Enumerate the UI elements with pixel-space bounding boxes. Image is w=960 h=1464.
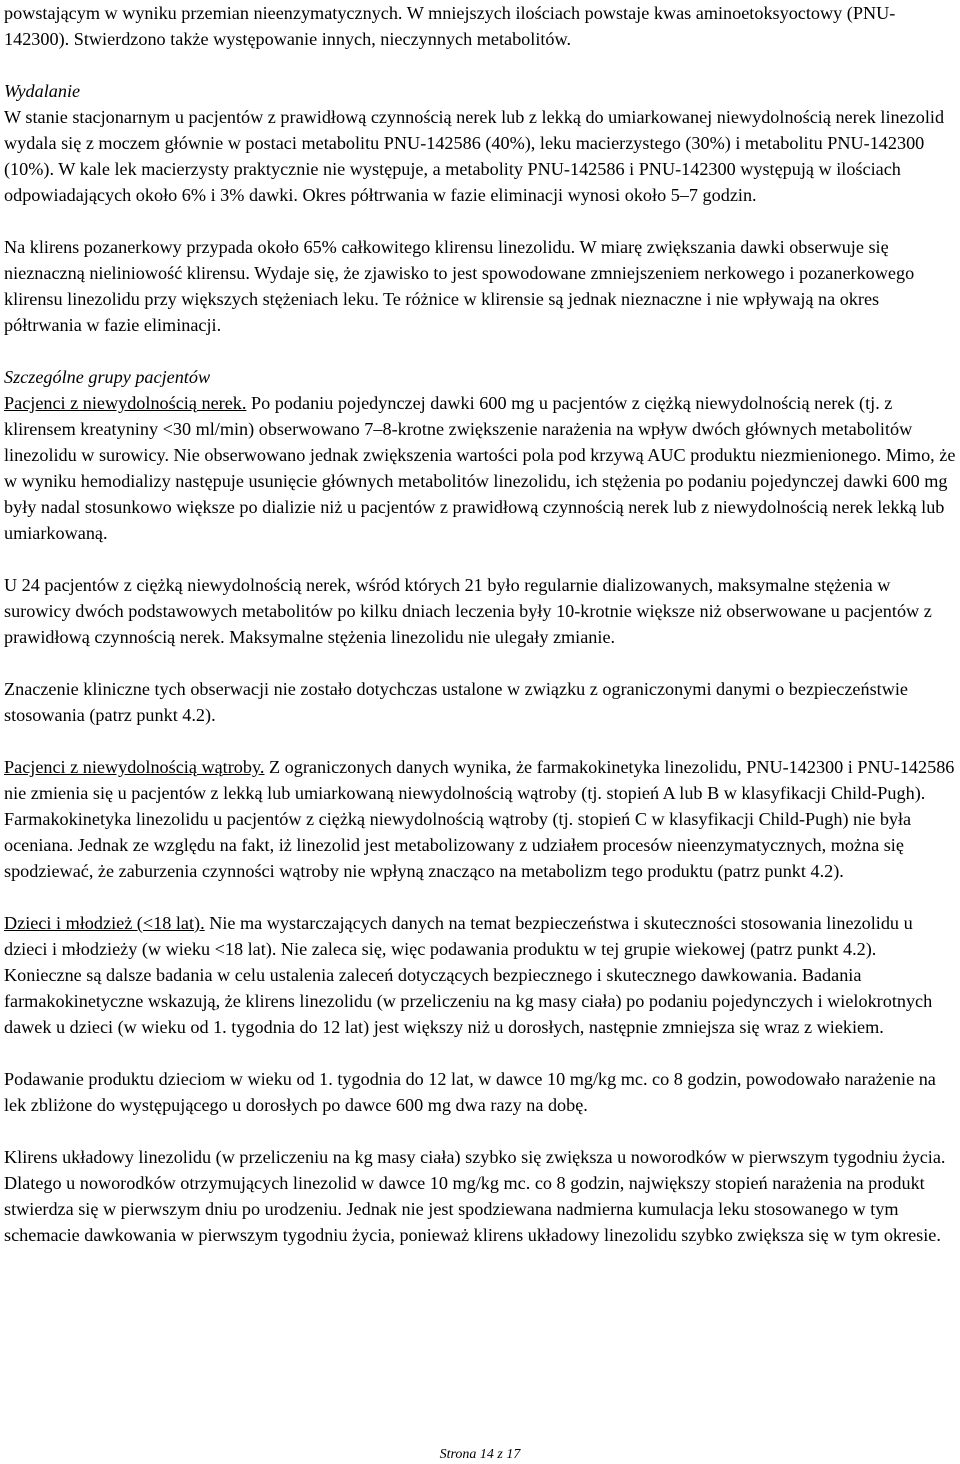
paragraph-nonrenal-clearance: Na klirens pozanerkowy przypada około 65% całkowitego klirensu linezolidu. W miarę zwiększania dawki obserwuje się nieznaczną nieliniowość klirensu. Wydaje się, że zjawisko to jest spowodowane zmniejszeniem nerkowego i pozanerkowego klirensu linezolidu przy większych stężeniach leku. Te różnice w klirensie są jednak nieznaczne i nie wpływają na okres półtrwania w fazie eliminacji.	[4, 237, 915, 335]
paragraph-hepatic-impairment	[4, 754, 956, 884]
paragraph-severe-renal-dialysis: U 24 pacjentów z ciężką niewydolnością nerek, wśród których 21 było regularnie dializowanych, maksymalne stężenia w surowicy dwóch podstawowych metabolitów po kilku dniach leczenia były 10-krotnie większe niż obserwowane u pacjentów z prawidłową czynnością nerek. Maksymalne stężenia linezolidu nie ulegały zmianie.	[4, 575, 932, 647]
subheading-hepatic-impairment: Pacjenci z niewydolnością wątroby.	[4, 757, 265, 777]
paragraph-metabolism-continued: powstającym w wyniku przemian nieenzymatycznych. W mniejszych ilościach powstaje kwas aminoetoksyoctowy (PNU-142300). Stwierdzono także występowanie innych, nieczynnych metabolitów.	[4, 3, 896, 49]
subheading-children: Dzieci i młodzież (<18 lat).	[4, 913, 205, 933]
page-number-footer: Strona 14 z 17	[439, 1447, 521, 1462]
children-text: Nie ma wystarczających danych na temat bezpieczeństwa i skuteczności stosowania linezolidu u dzieci i młodzieży (w wieku <18 lat). Nie zaleca się, więc podawania produktu w tej grupie wiekowej (patrz punkt 4.2). Konieczne są dalsze badania w celu ustalenia zaleceń dotyczących bezpiecznego i skutecznego dawkowania. Badania farmakokinetyczne wskazują, że klirens linezolidu (w przeliczeniu na kg masy ciała) po podaniu pojedynczych i wielokrotnych dawek u dzieci (w wieku od 1. tygodnia do 12 lat) jest większy niż u dorosłych, następnie zmniejsza się wraz z wiekiem.	[4, 913, 933, 1037]
document-page	[4, 0, 956, 1248]
section-heading-special-groups: Szczególne grupy pacjentów	[4, 367, 211, 387]
paragraph-children-dosing: Podawanie produktu dzieciom w wieku od 1. tygodnia do 12 lat, w dawce 10 mg/kg mc. co 8 godzin, powodowało narażenie na lek zbliżone do występującego u dorosłych po dawce 600 mg dwa razy na dobę.	[4, 1069, 936, 1115]
paragraph-elimination: W stanie stacjonarnym u pacjentów z prawidłową czynnością nerek lub z lekką do umiarkowanej niewydolnością nerek linezolid wydala się z moczem głównie w postaci metabolitu PNU-142586 (40%), leku macierzystego (30%) i metabolitu PNU-142300 (10%). W kale lek macierzysty praktycznie nie występuje, a metabolity PNU-142586 i PNU-142300 występują w ilościach odpowiadających około 6% i 3% dawki. Okres półtrwania w fazie eliminacji wynosi około 5–7 godzin.	[4, 107, 945, 205]
paragraph-clinical-significance: Znaczenie kliniczne tych obserwacji nie zostało dotychczas ustalone w związku z ograniczonymi danymi o bezpieczeństwie stosowania (patrz punkt 4.2).	[4, 679, 908, 725]
hepatic-impairment-text: Z ograniczonych danych wynika, że farmakokinetyka linezolidu, PNU-142300 i PNU-142586 nie zmienia się u pacjentów z lekką lub umiarkowaną niewydolnością wątroby (tj. stopień A lub B w klasyfikacji Child-Pugh). Farmakokinetyka linezolidu u pacjentów z ciężką niewydolnością wątroby (tj. stopień C w klasyfikacji Child-Pugh) nie była oceniana. Jednak ze względu na fakt, iż linezolid jest metabolizowany z udziałem procesów nieenzymatycznych, można się spodziewać, że zaburzenia czynności wątroby nie wpłyną znacząco na metabolizm tego produktu (patrz punkt 4.2).	[4, 757, 955, 881]
paragraph-renal-impairment	[4, 390, 956, 546]
paragraph-children	[4, 910, 956, 1040]
renal-impairment-text: Po podaniu pojedynczej dawki 600 mg u pacjentów z ciężką niewydolnością nerek (tj. z klirensem kreatyniny <30 ml/min) obserwowano 7–8-krotne zwiększenie narażenia na wpływ dwóch głównych metabolitów linezolidu w surowicy. Nie obserwowano jednak zwiększenia wartości pola pod krzywą AUC produktu niezmienionego. Mimo, że w wyniku hemodializy następuje usunięcie głównych metabolitów linezolidu, ich stężenia po podaniu pojedynczej dawki 600 mg były nadal stosunkowo większe po dializie niż u pacjentów z prawidłową czynnością nerek lub z niewydolnością nerek lekką lub umiarkowaną.	[4, 393, 956, 543]
subheading-renal-impairment: Pacjenci z niewydolnością nerek.	[4, 393, 247, 413]
paragraph-neonates: Klirens układowy linezolidu (w przeliczeniu na kg masy ciała) szybko się zwiększa u noworodków w pierwszym tygodniu życia. Dlatego u noworodków otrzymujących linezolid w dawce 10 mg/kg mc. co 8 godzin, największy stopień narażenia na produkt stwierdza się w pierwszym dniu po urodzeniu. Jednak nie jest spodziewana nadmierna kumulacja leku stosowanego w tym schemacie dawkowania w pierwszym tygodniu życia, ponieważ klirens układowy linezolidu szybko zwiększa się w tym okresie.	[4, 1147, 946, 1245]
section-heading-elimination: Wydalanie	[4, 81, 81, 101]
